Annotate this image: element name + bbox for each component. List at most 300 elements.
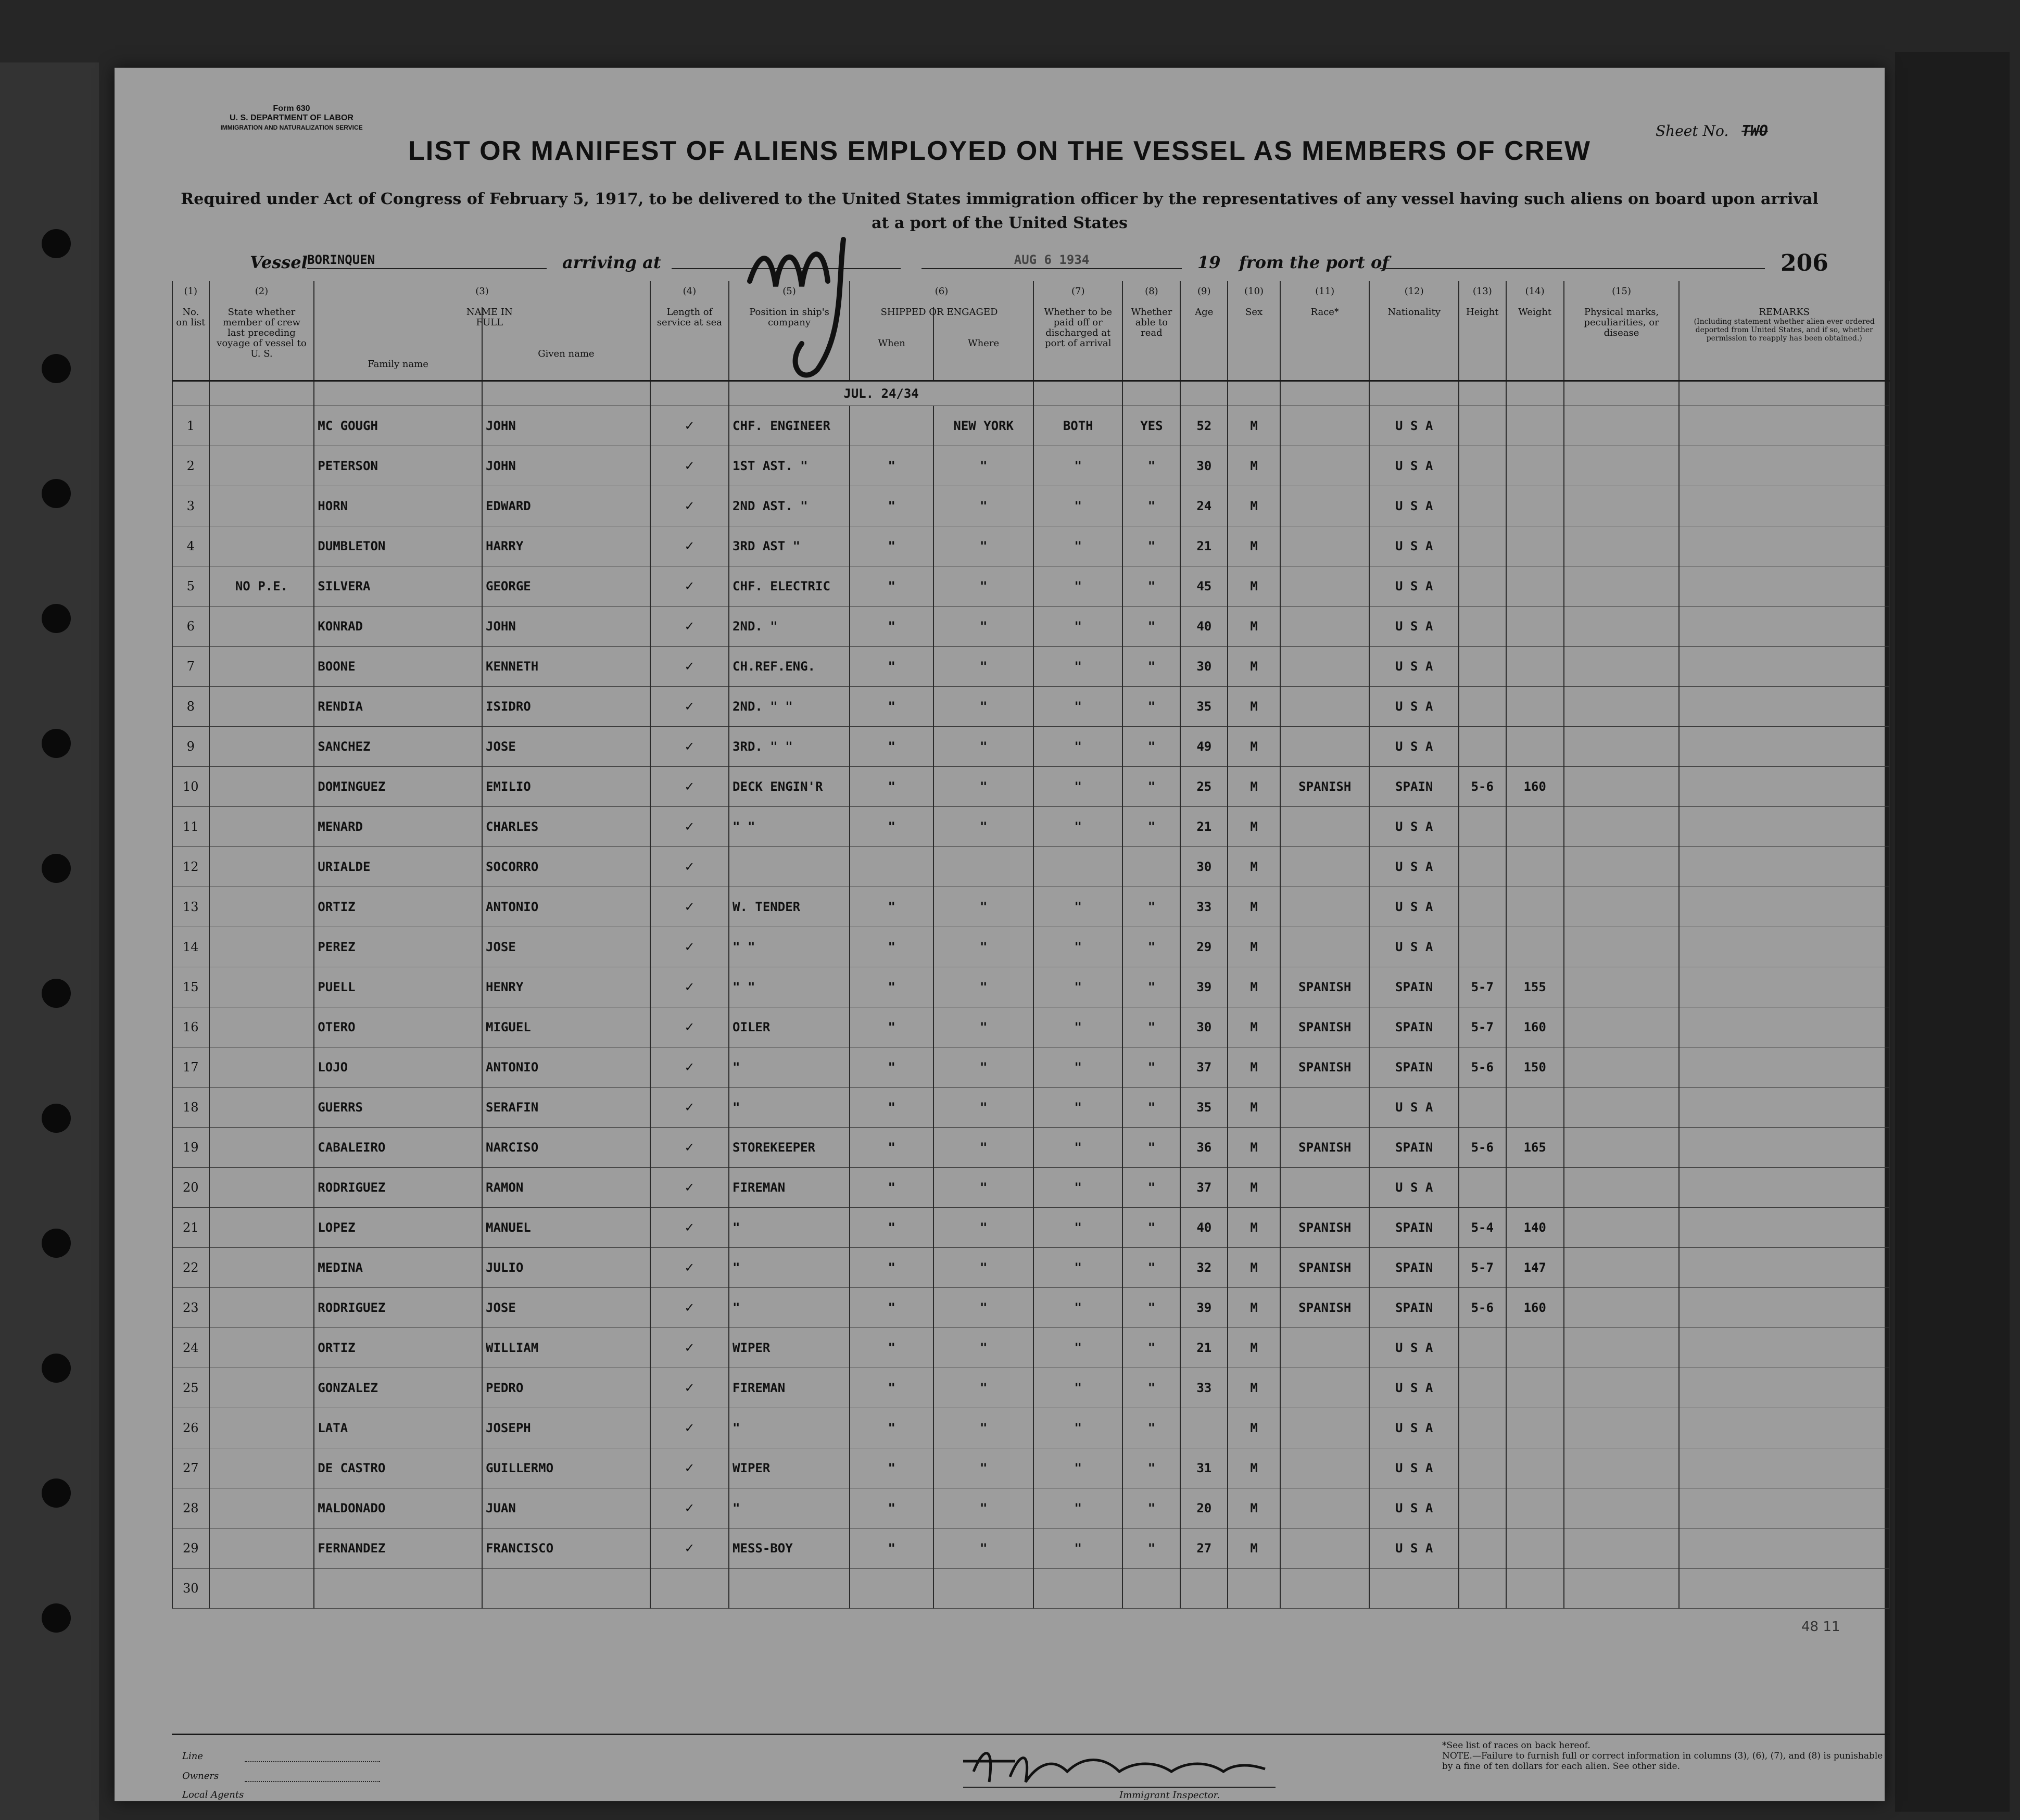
shipped-when: ": [850, 1448, 933, 1488]
family-name: GUERRS: [314, 1088, 482, 1128]
line-label: Line: [182, 1751, 203, 1762]
age: [1180, 1408, 1228, 1448]
remarks: [1679, 647, 1889, 687]
shipped-when: ": [850, 807, 933, 847]
physical-marks: [1564, 767, 1680, 807]
shipped-when: ": [850, 1208, 933, 1248]
inspector-label: Immigrant Inspector.: [1119, 1790, 1220, 1801]
shipped-when: ": [850, 1248, 933, 1288]
age: 37: [1180, 1047, 1228, 1088]
sex: M: [1228, 687, 1280, 727]
punch-hole: [42, 854, 71, 883]
check-mark-icon: ✓: [650, 566, 729, 606]
age: 35: [1180, 687, 1228, 727]
position: WIPER: [729, 1328, 850, 1368]
height: 5-4: [1459, 1208, 1506, 1248]
paid-off: ": [1033, 566, 1122, 606]
race: [1280, 1569, 1369, 1609]
shipped-when: ": [850, 967, 933, 1007]
family-name: SANCHEZ: [314, 727, 482, 767]
physical-marks: [1564, 1007, 1680, 1047]
table-row: [172, 1047, 1889, 1088]
table-row: [172, 606, 1889, 647]
family-name: LOJO: [314, 1047, 482, 1088]
crew-state: [209, 807, 314, 847]
row-number: 4: [172, 526, 209, 566]
sex: M: [1228, 1328, 1280, 1368]
colnum: (3): [314, 281, 650, 307]
paid-off: ": [1033, 967, 1122, 1007]
given-name: HARRY: [482, 526, 650, 566]
nationality: SPAIN: [1369, 1128, 1458, 1168]
from-port: [1380, 252, 1765, 269]
colnum: (11): [1280, 281, 1369, 307]
able-to-read: ": [1122, 767, 1180, 807]
position: " ": [729, 927, 850, 967]
weight: [1506, 1488, 1564, 1528]
shipped-where: ": [933, 486, 1033, 526]
agents-label: Local Agents: [182, 1789, 244, 1800]
punch-hole: [42, 1104, 71, 1133]
paid-off: ": [1033, 606, 1122, 647]
nationality: U S A: [1369, 887, 1458, 927]
able-to-read: ": [1122, 526, 1180, 566]
nationality: U S A: [1369, 727, 1458, 767]
weight: 160: [1506, 1007, 1564, 1047]
check-mark-icon: ✓: [650, 1208, 729, 1248]
physical-marks: [1564, 1368, 1680, 1408]
check-mark-icon: ✓: [650, 687, 729, 727]
position: ": [729, 1248, 850, 1288]
check-mark-icon: ✓: [650, 1248, 729, 1288]
race: [1280, 1488, 1369, 1528]
header-name-in-full: NAME IN FULL: [466, 307, 513, 328]
header-given-name: [482, 307, 650, 381]
physical-marks: [1564, 687, 1680, 727]
able-to-read: ": [1122, 1088, 1180, 1128]
physical-marks: [1564, 1128, 1680, 1168]
crew-state: NO P.E.: [209, 566, 314, 606]
shipped-when: ": [850, 727, 933, 767]
age: 39: [1180, 1288, 1228, 1328]
given-name: KENNETH: [482, 647, 650, 687]
header-sex: Sex: [1228, 307, 1280, 381]
table-row: [172, 967, 1889, 1007]
weight: [1506, 687, 1564, 727]
shipped-where: ": [933, 1288, 1033, 1328]
able-to-read: ": [1122, 927, 1180, 967]
row-number: 20: [172, 1168, 209, 1208]
position: CHF. ELECTRIC: [729, 566, 850, 606]
weight: 140: [1506, 1208, 1564, 1248]
header-remarks-sub: (Including statement whether alien ever ordered deported from United States, and if so, whether permission to reapply has been obtained.): [1694, 318, 1875, 343]
row-number: 10: [172, 767, 209, 807]
header-state-whether: State whether member of crew last preceding voyage of vessel to U. S.: [209, 307, 314, 381]
shipped-when: ": [850, 1128, 933, 1168]
shipped-where: ": [933, 1448, 1033, 1488]
inspector-signature: [953, 1735, 1286, 1792]
position: 2ND AST. ": [729, 486, 850, 526]
row-number: 22: [172, 1248, 209, 1288]
height: 5-7: [1459, 967, 1506, 1007]
physical-marks: [1564, 1088, 1680, 1128]
race: [1280, 1168, 1369, 1208]
physical-marks: [1564, 1408, 1680, 1448]
family-name: DOMINGUEZ: [314, 767, 482, 807]
given-name: ANTONIO: [482, 1047, 650, 1088]
given-name: JOHN: [482, 446, 650, 486]
height: [1459, 647, 1506, 687]
remarks: [1679, 1208, 1889, 1248]
nationality: U S A: [1369, 406, 1458, 446]
family-name: URIALDE: [314, 847, 482, 887]
remarks: [1679, 1408, 1889, 1448]
race: [1280, 1368, 1369, 1408]
sex: M: [1228, 526, 1280, 566]
remarks: [1679, 606, 1889, 647]
sex: M: [1228, 647, 1280, 687]
shipped-where: ": [933, 1208, 1033, 1248]
header-when-label: When: [878, 338, 905, 349]
position: " ": [729, 807, 850, 847]
table-row: [172, 1448, 1889, 1488]
shipped-where: ": [933, 1047, 1033, 1088]
paid-off: ": [1033, 446, 1122, 486]
height: [1459, 526, 1506, 566]
shipped-where: ": [933, 767, 1033, 807]
shipped-where: ": [933, 1248, 1033, 1288]
physical-marks: [1564, 1288, 1680, 1328]
pencil-annotation: 48 11: [1801, 1619, 1840, 1635]
header-where-label: Where: [968, 338, 1000, 349]
position: OILER: [729, 1007, 850, 1047]
service-name: IMMIGRATION AND NATURALIZATION SERVICE: [220, 124, 363, 131]
shipped-when: [850, 847, 933, 887]
crew-state: [209, 1007, 314, 1047]
sex: M: [1228, 807, 1280, 847]
nationality: U S A: [1369, 1328, 1458, 1368]
colnum: (15): [1564, 281, 1680, 307]
manifest-sheet: [115, 68, 1885, 1801]
row-number: 11: [172, 807, 209, 847]
given-name: GUILLERMO: [482, 1448, 650, 1488]
weight: [1506, 526, 1564, 566]
binder-strip: [0, 62, 99, 1820]
race-note: *See list of races on back hereof.: [1442, 1740, 1590, 1751]
punch-hole: [42, 979, 71, 1008]
age: 40: [1180, 1208, 1228, 1248]
remarks: [1679, 927, 1889, 967]
shipped-where: ": [933, 927, 1033, 967]
nationality: SPAIN: [1369, 967, 1458, 1007]
position: CHF. ENGINEER: [729, 406, 850, 446]
punch-hole: [42, 1229, 71, 1258]
header-height: Height: [1459, 307, 1506, 381]
weight: [1506, 927, 1564, 967]
race: [1280, 606, 1369, 647]
family-name: BOONE: [314, 647, 482, 687]
check-mark-icon: ✓: [650, 887, 729, 927]
check-mark-icon: ✓: [650, 486, 729, 526]
table-row: [172, 727, 1889, 767]
shipped-when: ": [850, 446, 933, 486]
able-to-read: ": [1122, 1328, 1180, 1368]
row-number: 2: [172, 446, 209, 486]
physical-marks: [1564, 967, 1680, 1007]
age: 20: [1180, 1488, 1228, 1528]
able-to-read: ": [1122, 807, 1180, 847]
paid-off: ": [1033, 1248, 1122, 1288]
position: ": [729, 1488, 850, 1528]
shipped-when: ": [850, 1168, 933, 1208]
position: FIREMAN: [729, 1368, 850, 1408]
shipped-when: ": [850, 486, 933, 526]
weight: [1506, 406, 1564, 446]
weight: [1506, 847, 1564, 887]
position: 3RD. " ": [729, 727, 850, 767]
height: 5-6: [1459, 1128, 1506, 1168]
shipped-when: ": [850, 566, 933, 606]
sex: M: [1228, 1488, 1280, 1528]
weight: [1506, 887, 1564, 927]
table-row: [172, 1088, 1889, 1128]
able-to-read: ": [1122, 1007, 1180, 1047]
physical-marks: [1564, 847, 1680, 887]
check-mark-icon: ✓: [650, 727, 729, 767]
paid-off: ": [1033, 647, 1122, 687]
punch-hole: [42, 604, 71, 633]
paid-off: ": [1033, 1168, 1122, 1208]
nationality: [1369, 1569, 1458, 1609]
sex: M: [1228, 927, 1280, 967]
crew-state: [209, 1288, 314, 1328]
paid-off: ": [1033, 1007, 1122, 1047]
nationality: U S A: [1369, 847, 1458, 887]
able-to-read: ": [1122, 446, 1180, 486]
shipped-where: ": [933, 606, 1033, 647]
row-number: 30: [172, 1569, 209, 1609]
page-number: 206: [1781, 250, 1828, 276]
paid-off: ": [1033, 1128, 1122, 1168]
shipped-where: ": [933, 727, 1033, 767]
remarks: [1679, 1088, 1889, 1128]
nationality: U S A: [1369, 566, 1458, 606]
remarks: [1679, 847, 1889, 887]
shipped-where: [933, 1569, 1033, 1609]
table-row: [172, 486, 1889, 526]
age: 37: [1180, 1168, 1228, 1208]
paid-off: ": [1033, 1488, 1122, 1528]
crew-state: [209, 1248, 314, 1288]
race: [1280, 887, 1369, 927]
shipped-when: ": [850, 1368, 933, 1408]
nationality: U S A: [1369, 1368, 1458, 1408]
age: 35: [1180, 1088, 1228, 1128]
able-to-read: ": [1122, 1288, 1180, 1328]
position: " ": [729, 967, 850, 1007]
header-weight: Weight: [1506, 307, 1564, 381]
sex: M: [1228, 1448, 1280, 1488]
nationality: U S A: [1369, 1488, 1458, 1528]
row-number: 28: [172, 1488, 209, 1528]
column-number-row: [172, 281, 1889, 307]
able-to-read: ": [1122, 1128, 1180, 1168]
shipped-when: ": [850, 1528, 933, 1569]
crew-state: [209, 1208, 314, 1248]
remarks: [1679, 1368, 1889, 1408]
sex: M: [1228, 486, 1280, 526]
position: FIREMAN: [729, 1168, 850, 1208]
shipped-when: ": [850, 687, 933, 727]
date-stamp: AUG 6 1934: [921, 252, 1182, 269]
paid-off: ": [1033, 1208, 1122, 1248]
age: 30: [1180, 847, 1228, 887]
remarks: [1679, 1007, 1889, 1047]
table-row: [172, 1168, 1889, 1208]
position: 3RD AST ": [729, 526, 850, 566]
given-name: MANUEL: [482, 1208, 650, 1248]
table-row: [172, 1328, 1889, 1368]
row-number: 6: [172, 606, 209, 647]
age: 30: [1180, 1007, 1228, 1047]
colnum: (14): [1506, 281, 1564, 307]
remarks: [1679, 1128, 1889, 1168]
age: 39: [1180, 967, 1228, 1007]
given-name: FRANCISCO: [482, 1528, 650, 1569]
colnum: (5): [729, 281, 850, 307]
check-mark-icon: ✓: [650, 1168, 729, 1208]
paid-off: BOTH: [1033, 406, 1122, 446]
able-to-read: [1122, 847, 1180, 887]
table-row: [172, 1488, 1889, 1528]
age: 52: [1180, 406, 1228, 446]
table-row: [172, 566, 1889, 606]
table-row: [172, 887, 1889, 927]
paid-off: ": [1033, 927, 1122, 967]
paid-off: ": [1033, 727, 1122, 767]
remarks: [1679, 1288, 1889, 1328]
family-name: [314, 1569, 482, 1609]
height: [1459, 1448, 1506, 1488]
able-to-read: ": [1122, 1047, 1180, 1088]
table-row: [172, 406, 1889, 446]
remarks: [1679, 1168, 1889, 1208]
age: 33: [1180, 1368, 1228, 1408]
nationality: U S A: [1369, 1168, 1458, 1208]
colnum: (12): [1369, 281, 1458, 307]
age: 21: [1180, 526, 1228, 566]
crew-state: [209, 1088, 314, 1128]
paid-off: ": [1033, 1448, 1122, 1488]
table-row: [172, 847, 1889, 887]
family-name: MEDINA: [314, 1248, 482, 1288]
shipped-where: ": [933, 1007, 1033, 1047]
given-name: GEORGE: [482, 566, 650, 606]
height: [1459, 847, 1506, 887]
height: [1459, 727, 1506, 767]
nationality: U S A: [1369, 606, 1458, 647]
row-number: 5: [172, 566, 209, 606]
crew-state: [209, 1569, 314, 1609]
header-race: Race*: [1280, 307, 1369, 381]
height: [1459, 406, 1506, 446]
family-name: LOPEZ: [314, 1208, 482, 1248]
race: [1280, 927, 1369, 967]
race: [1280, 1528, 1369, 1569]
paid-off: [1033, 1569, 1122, 1609]
crew-state: [209, 1528, 314, 1569]
colnum: (8): [1122, 281, 1180, 307]
row-number: 26: [172, 1408, 209, 1448]
check-mark-icon: ✓: [650, 606, 729, 647]
age: 21: [1180, 1328, 1228, 1368]
paid-off: ": [1033, 1368, 1122, 1408]
physical-marks: [1564, 1488, 1680, 1528]
given-name: JOHN: [482, 406, 650, 446]
age: 29: [1180, 927, 1228, 967]
table-row: [172, 1528, 1889, 1569]
shipped-where: ": [933, 887, 1033, 927]
nationality: SPAIN: [1369, 1007, 1458, 1047]
physical-marks: [1564, 1168, 1680, 1208]
shipped-when: ": [850, 1047, 933, 1088]
given-name: JOHN: [482, 606, 650, 647]
remarks: [1679, 1248, 1889, 1288]
race: [1280, 526, 1369, 566]
age: 27: [1180, 1528, 1228, 1569]
race: SPANISH: [1280, 767, 1369, 807]
table-row: [172, 687, 1889, 727]
row-number: 1: [172, 406, 209, 446]
given-name: EMILIO: [482, 767, 650, 807]
check-mark-icon: ✓: [650, 1088, 729, 1128]
table-row: [172, 1288, 1889, 1328]
check-mark-icon: ✓: [650, 927, 729, 967]
position: 2ND. ": [729, 606, 850, 647]
race: [1280, 446, 1369, 486]
position: W. TENDER: [729, 887, 850, 927]
crew-state: [209, 446, 314, 486]
sex: M: [1228, 1528, 1280, 1569]
age: 30: [1180, 446, 1228, 486]
date-row: [172, 381, 1889, 406]
height: [1459, 807, 1506, 847]
sex: M: [1228, 406, 1280, 446]
header-family-name: [314, 307, 513, 381]
able-to-read: ": [1122, 1488, 1180, 1528]
position: ": [729, 1208, 850, 1248]
shipped-where: ": [933, 566, 1033, 606]
scan-right-edge: [1895, 52, 2010, 1812]
able-to-read: ": [1122, 566, 1180, 606]
age: 40: [1180, 606, 1228, 647]
given-name: EDWARD: [482, 486, 650, 526]
remarks: [1679, 486, 1889, 526]
crew-table-container: [172, 281, 1890, 1718]
sailing-date: JUL. 24/34: [729, 381, 1033, 406]
shipped-where: ": [933, 1328, 1033, 1368]
paid-off: ": [1033, 1047, 1122, 1088]
family-name: PUELL: [314, 967, 482, 1007]
family-name: KONRAD: [314, 606, 482, 647]
weight: [1506, 606, 1564, 647]
colnum: (2): [209, 281, 314, 307]
physical-marks: [1564, 606, 1680, 647]
crew-state: [209, 1488, 314, 1528]
height: 5-6: [1459, 1288, 1506, 1328]
given-name: WILLIAM: [482, 1328, 650, 1368]
family-name: PEREZ: [314, 927, 482, 967]
